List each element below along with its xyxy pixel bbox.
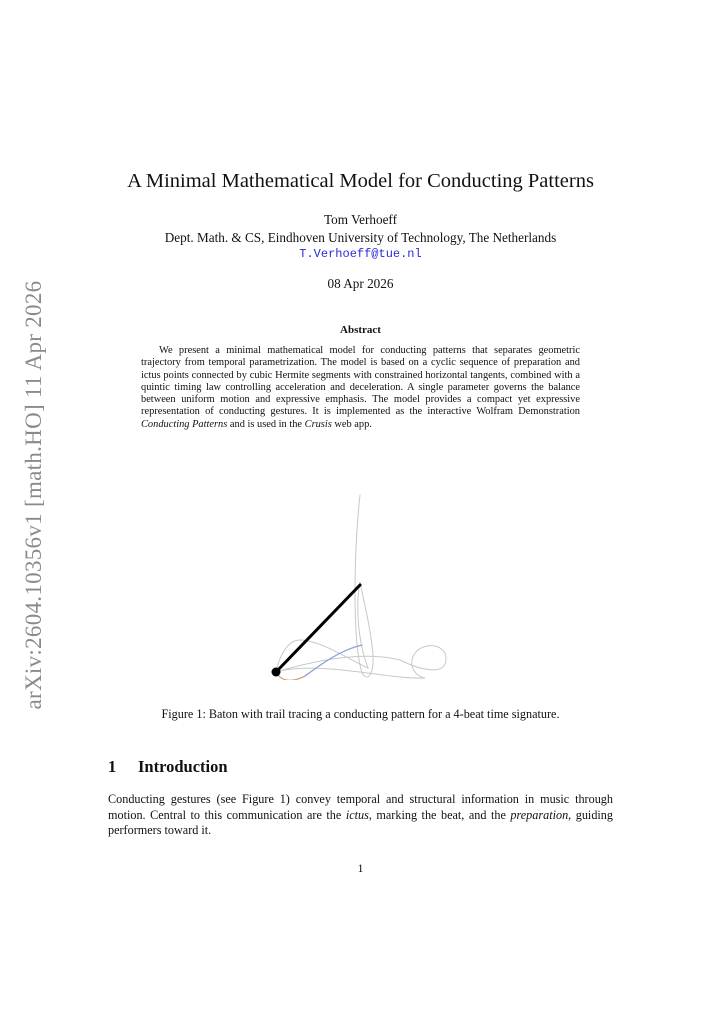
figure-caption: Figure 1: Baton with trail tracing a conducting pattern for a 4-beat time signature.	[161, 707, 560, 721]
abstract-italic-app-name: Crusis	[304, 418, 332, 430]
section-heading	[108, 757, 228, 777]
baton	[276, 585, 360, 672]
abstract-body	[141, 345, 580, 431]
intro-text-3: , guiding performers toward it.	[108, 807, 613, 838]
section-number: 1	[108, 757, 117, 776]
page-number: 1	[357, 861, 364, 875]
intro-text-2: , marking the beat, and the	[368, 807, 511, 822]
intro-paragraph	[108, 792, 613, 839]
abstract-italic-demo-name: Conducting Patterns	[141, 418, 228, 430]
pattern-trajectory	[276, 495, 446, 678]
paper-date: 08 Apr 2026	[327, 276, 394, 291]
section-title: Introduction	[138, 757, 228, 776]
abstract-text-3: web app.	[331, 418, 372, 430]
abstract-heading: Abstract	[340, 324, 381, 336]
arxiv-stamp-text: arXiv:2604.10356v1 [math.HO] 11 Apr 2026	[21, 280, 46, 710]
paper-title: A Minimal Mathematical Model for Conducting Patterns	[127, 170, 594, 192]
intro-italic-ictus: ictus	[345, 807, 369, 822]
intro-text-1: Conducting gestures (see Figure 1) convey temporal and structural information in music through motion. Central to this communication are the	[108, 792, 613, 822]
intro-italic-preparation: preparation	[510, 807, 569, 822]
author-name: Tom Verhoeff	[324, 212, 397, 227]
abstract-text-1: We present a minimal mathematical model for conducting patterns that separates geometric trajectory from temporal parametrization. The model is based on a cyclic sequence of preparation and ictus points connected by cubic Hermite segments with constrained horizontal tangents, combined with a quintic timing law controlling acceleration and deceleration. A single parameter governs the balance between uniform motion and expressive emphasis. The model provides a compact yet expressive representation of conducting gestures. It is implemented as the interactive Wolfram Demonstration	[141, 345, 580, 418]
trail-warm	[276, 672, 305, 680]
conducting-pattern-figure	[250, 490, 470, 680]
baton-handle-dot	[272, 668, 281, 677]
abstract-text-2: and is used in the	[227, 418, 305, 430]
author-email-link[interactable]: T.Verhoeff@tue.nl	[299, 247, 422, 261]
arxiv-stamp	[14, 280, 54, 710]
author-affiliation: Dept. Math. & CS, Eindhoven University of Technology, The Netherlands	[164, 230, 557, 245]
